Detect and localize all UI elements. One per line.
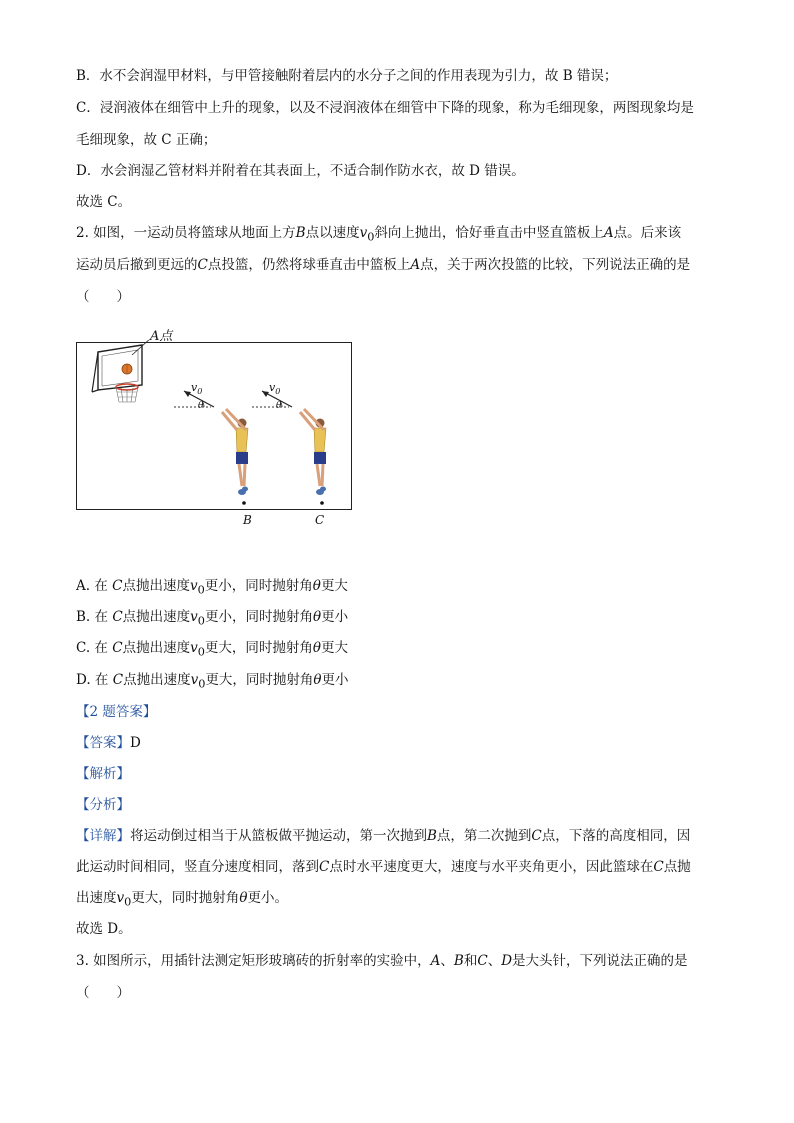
option-a — [76, 576, 348, 601]
v0-symbol: v — [189, 578, 198, 594]
q2-text: 点以速度 — [305, 225, 360, 241]
figure-label-c: C — [315, 513, 325, 527]
option-text: 更小，同时抛射角 — [204, 609, 313, 625]
point-b: B — [295, 225, 306, 241]
q2-text: 点投篮，仍然将球垂直击中篮板上 — [207, 257, 411, 273]
pin-d: D — [501, 953, 513, 969]
answer-label: 【答案】 — [76, 735, 130, 751]
detail-label: 【详解】 — [76, 828, 130, 844]
v0-subscript: 0 — [197, 614, 205, 628]
option-text: 点抛出速度 — [122, 578, 190, 594]
figure-label-a-point: A点 — [150, 329, 173, 344]
option-text: 更小，同时抛射角 — [204, 578, 313, 594]
v0-symbol: v — [190, 609, 198, 625]
q3-text: 和 — [463, 953, 478, 969]
q3-text: 、 — [440, 953, 454, 969]
basketball-figure — [76, 340, 352, 510]
paragraph-d: D．水会润湿乙管材料并附着在其表面上，不适合制作防水衣，故 D 错误。 — [76, 163, 525, 179]
pin-a: A — [430, 953, 441, 969]
theta-symbol: θ — [239, 890, 248, 906]
detail-text: 点，下落的高度相同，因 — [541, 828, 691, 844]
v0-subscript: 0 — [198, 677, 206, 691]
v0-symbol: v — [190, 672, 199, 688]
point-c: C — [112, 672, 124, 688]
point-c: C — [319, 859, 330, 875]
option-c — [76, 638, 348, 663]
option-text: D. 在 — [76, 672, 109, 688]
paragraph-b: B．水不会润湿甲材料，与甲管接触附着层内的水分子之间的作用表现为引力，故 B 错误； — [76, 68, 618, 84]
v0-label-b: $v_0$ — [191, 381, 203, 396]
v0-label-c: $v_0$ — [269, 381, 281, 396]
option-text: 点抛出速度 — [122, 640, 191, 656]
q3-text: 3. 如图所示，用插针法测定矩形玻璃砖的折射率的实验中， — [76, 953, 431, 969]
q2-text: 运动员后撤到更远的 — [76, 257, 198, 273]
pin-b: B — [453, 953, 464, 969]
figure-label-b: B — [243, 513, 252, 527]
q2-text: 点。后来该 — [613, 225, 682, 241]
option-text: C. 在 — [76, 640, 108, 656]
point-c: C — [531, 828, 542, 844]
option-text: 更大 — [321, 640, 349, 656]
v0-subscript: 0 — [197, 645, 205, 659]
question-2-paren: （ ） — [76, 289, 130, 305]
q3-text: 是大头针，下列说法正确的是 — [512, 953, 688, 969]
question-3-line-1 — [76, 951, 688, 971]
question-3-paren: （ ） — [76, 985, 130, 1001]
answer-line — [76, 733, 141, 753]
detail-line-3 — [76, 888, 288, 913]
basketball-diagram — [76, 340, 352, 510]
option-text: 更大，同时抛射角 — [204, 640, 313, 656]
point-a: A — [603, 225, 614, 241]
q2-text: 点，关于两次投篮的比较，下列说法正确的是 — [420, 257, 691, 273]
option-b — [76, 607, 348, 632]
detail-text: 点时水平速度更大，速度与水平夹角更小，因此篮球在 — [329, 859, 654, 875]
point-c: C — [112, 640, 123, 656]
option-text: 点抛出速度 — [122, 609, 191, 625]
theta-label-b: θ — [198, 401, 204, 411]
v0-symbol: v — [116, 890, 125, 906]
option-text: B. 在 — [76, 609, 109, 625]
theta-symbol: θ — [312, 640, 322, 656]
v0-subscript: 0 — [367, 230, 375, 244]
answer-header: 【2 题答案】 — [76, 704, 157, 720]
question-2-line-2 — [76, 255, 690, 275]
option-text: 更大，同时抛射角 — [205, 672, 314, 688]
option-text: A. 在 — [76, 578, 108, 594]
paragraph-c: C．浸润液体在细管中上升的现象，以及不浸润液体在细管中下降的现象，称为毛细现象，两图现象均是 — [76, 100, 694, 116]
detail-line-2 — [76, 857, 691, 877]
pin-c: C — [477, 953, 488, 969]
detail-text: 此运动时间相同，竖直分速度相同，落到 — [76, 859, 319, 875]
v0-symbol: v — [190, 640, 198, 656]
q2-text: 斜向上抛出，恰好垂直击中竖直篮板上 — [374, 225, 604, 241]
v0-subscript: 0 — [124, 895, 132, 909]
theta-symbol: θ — [313, 672, 322, 688]
question-2-line-1 — [76, 223, 681, 248]
analysis-label: 【解析】 — [76, 766, 130, 782]
point-c: C — [653, 859, 664, 875]
answer-value: D — [130, 735, 141, 751]
point-c: C — [112, 578, 123, 594]
theta-label-c: θ — [276, 401, 282, 411]
player-b — [174, 391, 248, 505]
detail-text: 更大，同时抛射角 — [131, 890, 240, 906]
point-c: C — [197, 257, 208, 273]
option-d — [76, 670, 349, 695]
player-c — [252, 391, 326, 505]
point-b: B — [427, 828, 437, 844]
detail-text: 更小。 — [247, 890, 288, 906]
detail-text: 出速度 — [76, 890, 117, 906]
v0-subscript: 0 — [197, 583, 205, 597]
detail-text: 点抛 — [663, 859, 691, 875]
point-c: C — [112, 609, 123, 625]
q3-text: 、 — [487, 953, 502, 969]
conclusion-c: 故选 C。 — [76, 194, 132, 210]
option-text: 更小 — [321, 609, 349, 625]
v0-symbol: v — [359, 225, 368, 241]
option-text: 更小 — [321, 672, 349, 688]
conclusion-d: 故选 D。 — [76, 921, 132, 937]
theta-symbol: θ — [312, 578, 321, 594]
point-a: A — [410, 257, 421, 273]
theta-symbol: θ — [312, 609, 322, 625]
option-text: 点抛出速度 — [123, 672, 191, 688]
option-text: 更大 — [320, 578, 348, 594]
detail-text: 将运动倒过相当于从篮板做平抛运动，第一次抛到 — [130, 828, 427, 844]
fenxi-label: 【分析】 — [76, 797, 130, 813]
detail-line-1 — [76, 826, 690, 846]
paragraph-c-cont: 毛细现象，故 C 正确； — [76, 132, 217, 148]
q2-text: 2. 如图，一运动员将篮球从地面上方 — [76, 225, 296, 241]
detail-text: 点，第二次抛到 — [436, 828, 532, 844]
